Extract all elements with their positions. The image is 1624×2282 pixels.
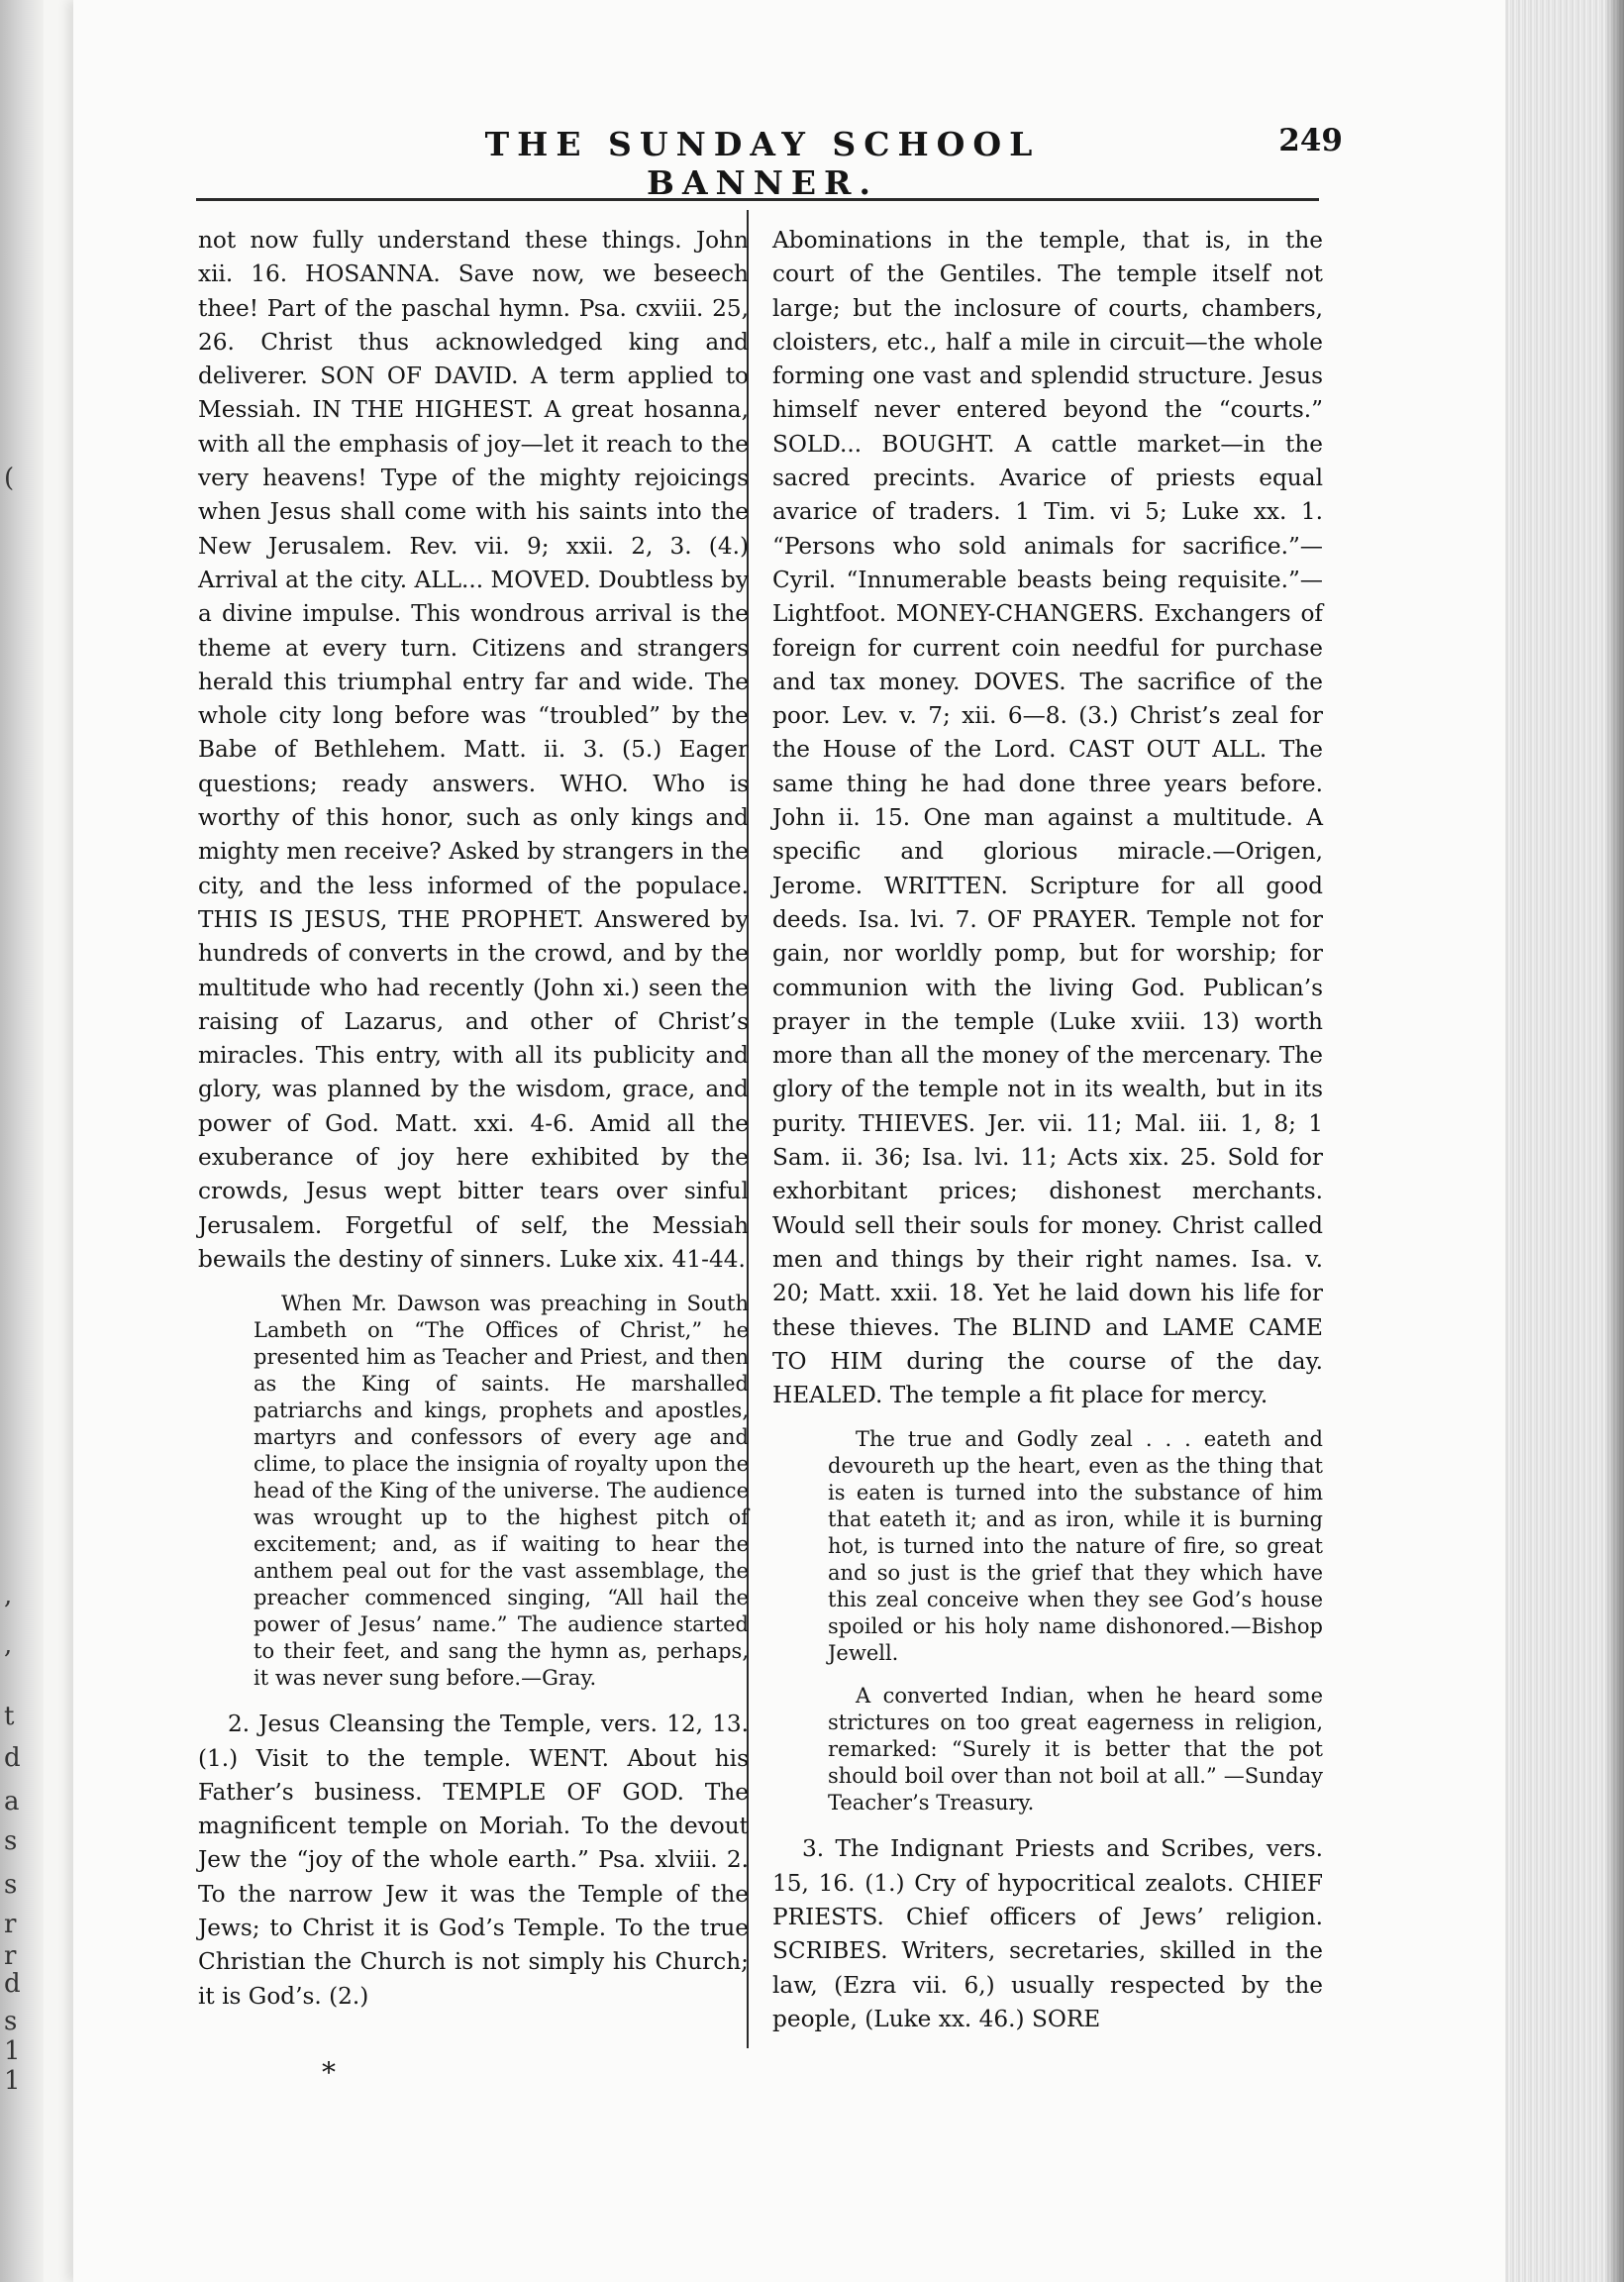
margin-mark: s bbox=[4, 2007, 18, 2036]
margin-mark: 1 bbox=[4, 2036, 21, 2066]
section-2: 2. Jesus Cleansing the Temple, vers. 12, 13. (1.) Visit to the temple. WENT. About his Father’s business. TEMPLE OF GOD. The magnificent temple on Moriah. To the devout Jew the “joy of the whole earth.” Psa. xlviii. 2. To the narrow Jew it was the Temple of the Jews; to Christ it is God’s Temple. To the true Christian the Church is not simply his Church; it is God’s. (2.) bbox=[198, 1711, 749, 2010]
book-binding-gutter bbox=[0, 0, 44, 2282]
margin-mark: a bbox=[4, 1787, 20, 1816]
left-column bbox=[198, 224, 749, 2014]
left-paragraph: not now fully understand these things. John xii. 16. HOSANNA. Save now, we beseech thee! Part of the paschal hymn. Psa. cxviii. 25, 26. Christ thus acknowledged king and deliverer. SON OF DAVID. A term applied to Messiah. IN THE HIGHEST. A great hosanna, with all the emphasis of joy—let it reach to the very heavens! Type of the mighty rejoicings when Jesus shall come with his saints into the New Jerusalem. Rev. vii. 9; xxii. 2, 3. (4.) Arrival at the city. ALL... MOVED. Doubtless by a divine impulse. This wondrous arrival is the theme at every turn. Citizens and strangers herald this triumphal entry far and wide. The whole city long before was “troubled” by the Babe of Bethlehem. Matt. ii. 3. (5.) Eager questions; ready answers. WHO. Who is worthy of this honor, such as only kings and mighty men receive? Asked by strangers in the city, and the less informed of the populace. THIS IS JESUS, THE PROPHET. Answered by hundreds of converts in the crowd, and by the multitude who had recently (John xi.) seen the raising of Lazarus, and other of Christ’s miracles. This entry, with all its publicity and glory, was planned by the wisdom, grace, and power of God. Matt. xxi. 4-6. Amid all the exuberance of joy here exhibited by the crowds, Jesus wept bitter tears over sinful Jerusalem. Forgetful of self, the Messiah bewails the destiny of sinners. Luke xix. 41-44. bbox=[198, 227, 749, 1273]
margin-mark: r bbox=[4, 1941, 17, 1971]
right-quote-indian: A converted Indian, when he heard some strictures on too great eagerness in religion, remarked: “Surely it is better that the pot should boil over than not boil at all.” —Sunday Teacher’s Treasury. bbox=[828, 1684, 1323, 1815]
margin-mark: ( bbox=[4, 464, 15, 493]
margin-mark: d bbox=[4, 1743, 21, 1773]
right-paragraph: Abominations in the temple, that is, in the court of the Gentiles. The temple itself not large; but the inclosure of courts, chambers, cloisters, etc., half a mile in circuit—the whole forming one vast and splendid structure. Jesus himself never entered beyond the “courts.” SOLD... BOUGHT. A cattle market—in the sacred precints. Avarice of priests equal avarice of traders. 1 Tim. vi 5; Luke xx. 1. “Persons who sold animals for sacrifice.”—Cyril. “Innumerable beasts being requisite.”—Lightfoot. MONEY-CHANGERS. Exchangers of foreign for current coin needful for purchase and tax money. DOVES. The sacrifice of the poor. Lev. v. 7; xii. 6—8. (3.) Christ’s zeal for the House of the Lord. CAST OUT ALL. The same thing he had done three years before. John ii. 15. One man against a multitude. A specific and glorious miracle.—Origen, Jerome. WRITTEN. Scripture for all good deeds. Isa. lvi. 7. OF PRAYER. Temple not for gain, nor worldly pomp, but for worship; for communion with the living God. Publican’s prayer in the temple (Luke xviii. 13) worth more than all the money of the mercenary. The glory of the temple not in its wealth, but in its purity. THIEVES. Jer. vii. 11; Mal. iii. 1, 8; 1 Sam. ii. 36; Isa. lvi. 11; Acts xix. 25. Sold for exhorbitant prices; dishonest merchants. Would sell their souls for money. Christ called men and things by their right names. Isa. v. 20; Matt. xxii. 18. Yet he laid down his life for these thieves. The BLIND and LAME CAME TO HIM during the course of the day. HEALED. The temple a fit place for mercy. bbox=[772, 227, 1323, 1409]
margin-mark: d bbox=[4, 1969, 21, 1999]
right-quote-zeal: The true and Godly zeal . . . eateth and devoureth up the heart, even as the thing that is eaten is turned into the substance of him that eateth it; and as iron, while it is burning hot, is turned into the nature of fire, so great and so just is the grief that they which have this zeal conceive when they see God’s house spoiled or his holy name dishonored.—Bishop Jewell. bbox=[828, 1427, 1323, 1666]
section-3: 3. The Indignant Priests and Scribes, vers. 15, 16. (1.) Cry of hypocritical zealots. CHIEF PRIESTS. Chief officers of Jews’ religion. SCRIBES. Writers, secretaries, skilled in the law, (Ezra vii. 6,) usually respected by the people, (Luke xx. 46.) SORE bbox=[772, 1835, 1323, 2032]
header-rule bbox=[196, 198, 1319, 201]
footer-mark: * bbox=[322, 2056, 336, 2089]
running-head: THE SUNDAY SCHOOL BANNER. bbox=[484, 125, 1041, 202]
margin-mark: r bbox=[4, 1910, 17, 1939]
right-column bbox=[772, 224, 1323, 2036]
margin-mark: t bbox=[4, 1702, 15, 1731]
margin-mark: s bbox=[4, 1826, 18, 1856]
margin-mark: 1 bbox=[4, 2066, 21, 2096]
margin-mark: s bbox=[4, 1870, 18, 1900]
page-number: 249 bbox=[1278, 123, 1343, 158]
margin-mark: , bbox=[4, 1630, 13, 1660]
left-quote: When Mr. Dawson was preaching in South Lambeth on “The Offices of Christ,” he presented him as Teacher and Priest, and then as the King of saints. He marshalled patriarchs and kings, prophets and apostles, martyrs and confessors of every age and clime, to place the insignia of royalty upon the head of the King of the universe. The audience was wrought up to the highest pitch of excitement; and, as if waiting to hear the anthem peal out for the vast assemblage, the preacher commenced singing, “All hail the power of Jesus’ name.” The audience started to their feet, and sang the hymn as, perhaps, it was never sung before.—Gray. bbox=[254, 1292, 749, 1691]
book-fore-edge bbox=[1505, 0, 1624, 2282]
margin-mark: , bbox=[4, 1581, 13, 1610]
